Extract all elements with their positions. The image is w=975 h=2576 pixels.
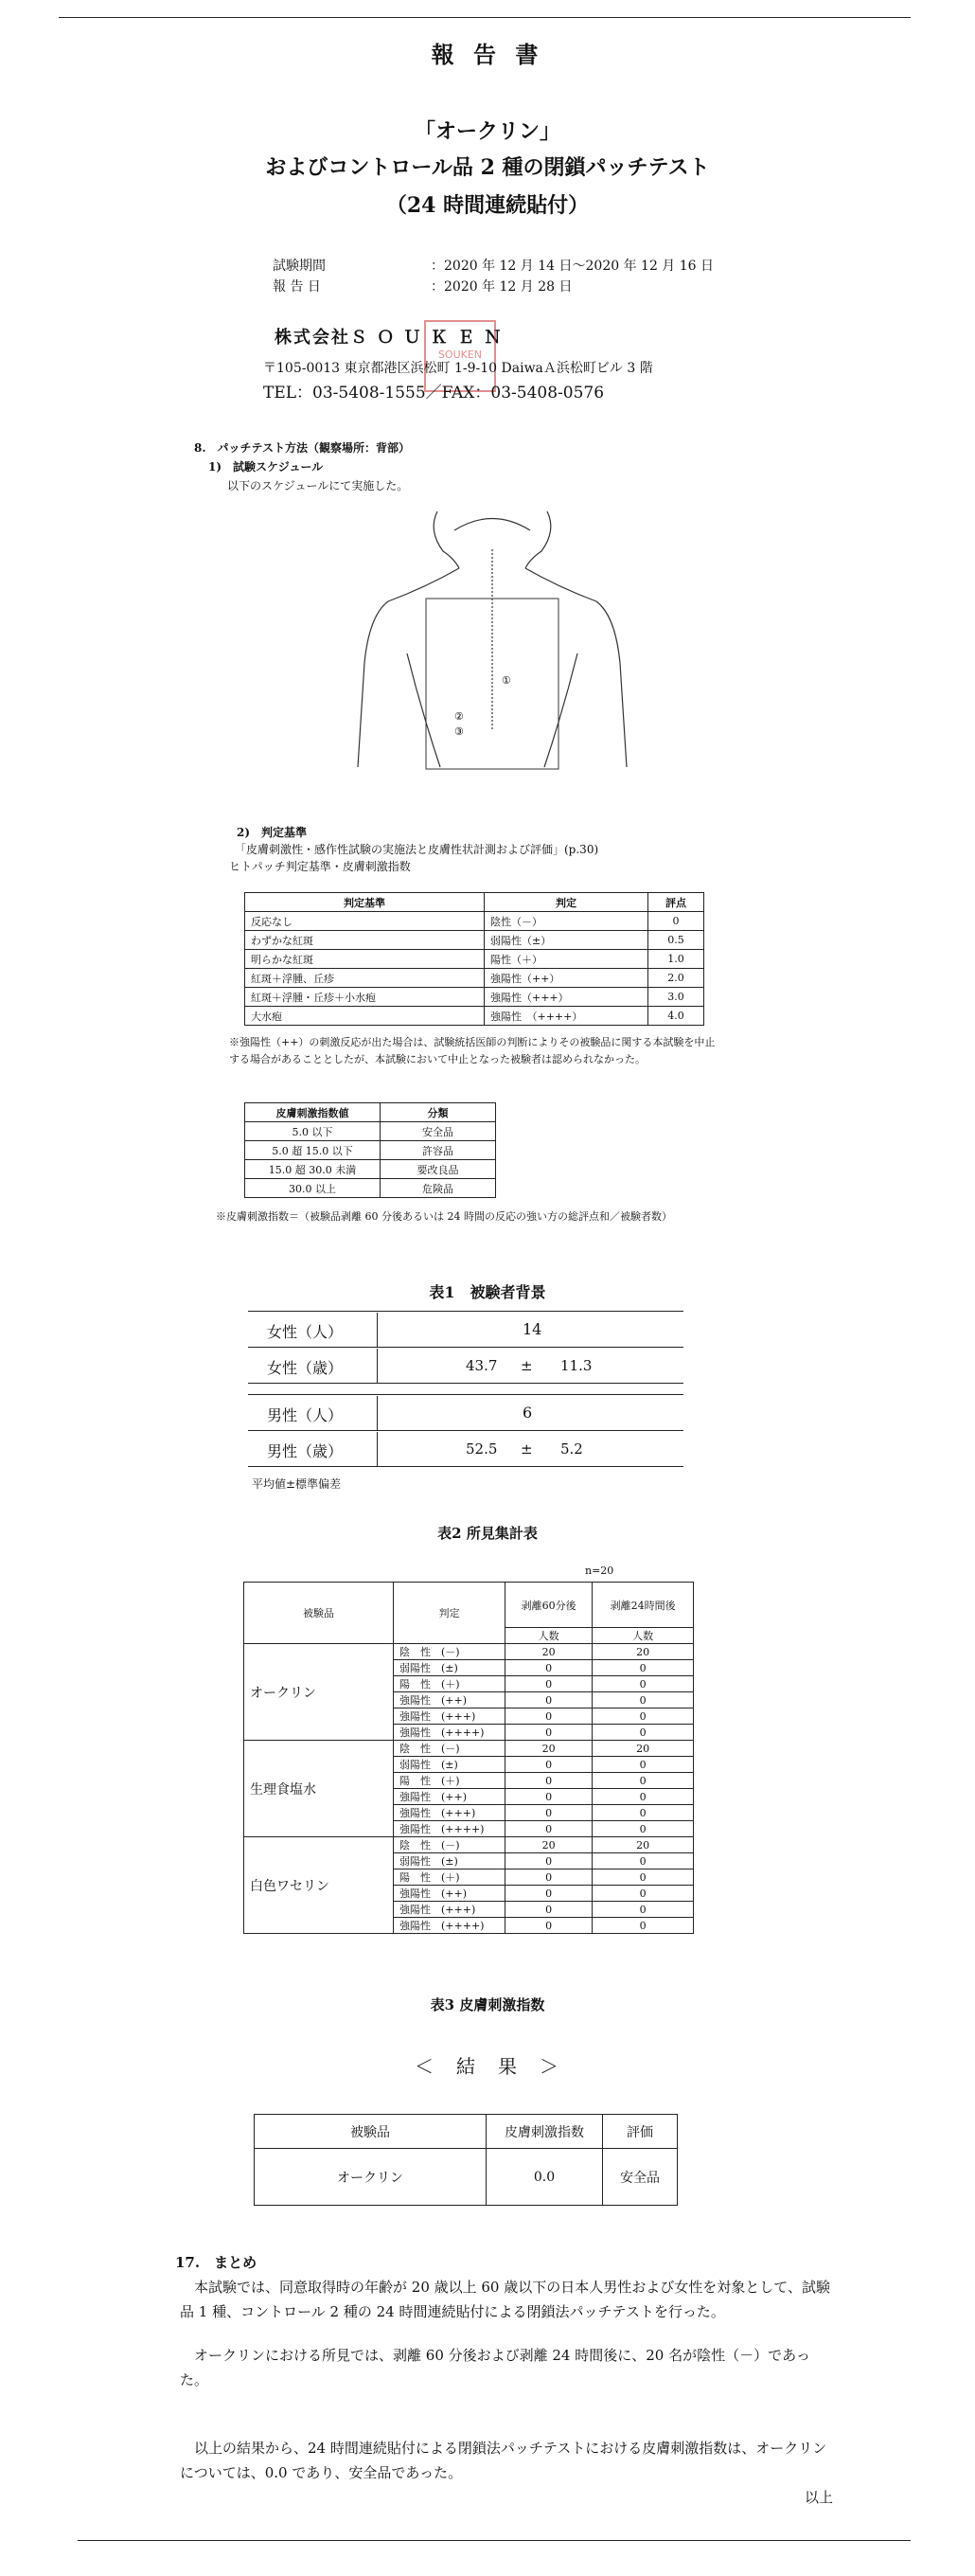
report-date-value: ：2020 年 12 月 28 日	[431, 279, 573, 295]
criteria-cell: 陰性（－）	[485, 912, 648, 931]
table2-value-24: 0	[593, 1725, 694, 1741]
table-row	[244, 1837, 694, 1853]
criteria-cell: 強陽性（++）	[485, 969, 648, 988]
index-cell: 5.0 超 15.0 以下	[245, 1141, 381, 1160]
criteria-cell: わずかな紅斑	[245, 931, 485, 950]
company-tel: TEL：03-5408-1555／FAX：03-5408-0576	[263, 384, 605, 402]
table2-value-60: 20	[505, 1741, 593, 1757]
table2-value-24: 0	[593, 1886, 694, 1902]
section8-heading: 8. パッチテスト方法（観察場所：背部）	[194, 441, 411, 455]
table3-header: 評価	[603, 2115, 678, 2149]
schedule-text: 以下のスケジュールにて実施した。	[227, 479, 409, 492]
table2-value-24: 0	[593, 1660, 694, 1676]
table2-value-24: 20	[593, 1644, 694, 1660]
index-cell: 30.0 以上	[245, 1179, 381, 1198]
criteria-cell: 0	[648, 912, 704, 931]
table2-value-60: 0	[505, 1692, 593, 1708]
table2-product-name: オークリン	[244, 1644, 394, 1741]
table2-value-60: 0	[505, 1853, 593, 1869]
company-name: 株式会社Ｓ Ｏ Ｕ Ｋ Ｅ Ｎ	[275, 328, 504, 348]
table1-top-rule	[248, 1311, 683, 1312]
criteria-cell: 紅斑＋浮腫・丘疹＋小水疱	[245, 988, 485, 1007]
table2-value-60: 0	[505, 1676, 593, 1692]
table2-value-60: 0	[505, 1757, 593, 1773]
table1-title: 表1 被験者背景	[429, 1283, 546, 1301]
table2-judgement: 強陽性 (++++)	[394, 1918, 505, 1934]
criteria-cell: 大水疱	[245, 1007, 485, 1026]
row-sd: 5.2	[560, 1440, 583, 1458]
table2-header-judgement: 判定	[394, 1583, 505, 1644]
summary-paragraph-3: 以上の結果から、24 時間連続貼付による閉鎖法パッチテストにおける皮膚刺激指数は、オークリンについては、0.0 であり、安全品であった。	[180, 2440, 827, 2481]
top-rule	[59, 17, 911, 18]
index-note: ※皮膚刺激指数＝（被験品剥離 60 分後あるいは 24 時間の反応の強い方の総評点和／被験者数）	[216, 1210, 672, 1223]
criteria-header: 評点	[648, 893, 704, 912]
table3-header: 皮膚刺激指数	[487, 2115, 603, 2149]
table2-judgement: 陰 性 (－)	[394, 1837, 505, 1853]
table2-judgement: 弱陽性 (±)	[394, 1853, 505, 1869]
criteria-heading: 2) 判定基準	[237, 826, 308, 839]
summary-end: 以上	[805, 2489, 834, 2506]
table2-judgement: 強陽性 (+++)	[394, 1805, 505, 1821]
index-header: 皮膚刺激指数値	[245, 1103, 381, 1122]
table2-value-24: 0	[593, 1692, 694, 1708]
index-cell: 許容品	[381, 1141, 496, 1160]
table2-value-24: 0	[593, 1676, 694, 1692]
table2-judgement: 陽 性 (＋)	[394, 1676, 505, 1692]
table2-value-24: 0	[593, 1869, 694, 1886]
subtitle-line2: （24 時間連続貼付）	[385, 193, 590, 218]
table2-judgement: 強陽性 (++)	[394, 1692, 505, 1708]
table1-note: 平均値±標準偏差	[252, 1477, 342, 1491]
table2-judgement: 強陽性 (++++)	[394, 1725, 505, 1741]
table2-value-24: 0	[593, 1773, 694, 1789]
row-label: 女性（歳）	[267, 1359, 344, 1377]
table2-judgement: 強陽性 (++)	[394, 1886, 505, 1902]
table2-header-count: 人数	[505, 1628, 593, 1644]
table2-value-24: 0	[593, 1708, 694, 1725]
summary-paragraph-1: 本試験では、同意取得時の年齢が 20 歳以上 60 歳以下の日本人男性および女性を対象として、試験品 1 種、コントロール 2 種の 24 時間連続貼付による閉鎖法パッチテストを行った。	[180, 2279, 830, 2320]
row-label: 女性（人）	[267, 1323, 344, 1341]
bottom-rule	[78, 2540, 911, 2541]
row-label: 男性（歳）	[267, 1442, 344, 1460]
row-mean: 43.7	[466, 1357, 498, 1374]
index-cell: 要改良品	[381, 1160, 496, 1179]
table2-product-name: 白色ワセリン	[244, 1837, 394, 1934]
criteria-cell: 陽性（＋）	[485, 950, 648, 969]
table2-judgement: 陽 性 (＋)	[394, 1773, 505, 1789]
table2-value-24: 0	[593, 1805, 694, 1821]
table2-value-60: 0	[505, 1773, 593, 1789]
table2-judgement: 陰 性 (－)	[394, 1644, 505, 1660]
summary-paragraph-2: オークリンにおける所見では、剥離 60 分後および剥離 24 時間後に、20 名が陰性（－）であった。	[180, 2347, 810, 2388]
table2-value-24: 0	[593, 1757, 694, 1773]
table-row	[244, 1644, 694, 1660]
row-mean: 52.5	[466, 1440, 498, 1458]
index-cell: 危険品	[381, 1179, 496, 1198]
criteria-header: 判定	[485, 893, 648, 912]
table2-header-product: 被験品	[244, 1583, 394, 1644]
index-table	[244, 1102, 496, 1198]
index-cell: 15.0 超 30.0 未満	[245, 1160, 381, 1179]
row-value: 14	[523, 1320, 542, 1338]
table2	[243, 1582, 694, 1934]
back-outline	[358, 511, 627, 767]
criteria-cell: 反応なし	[245, 912, 485, 931]
table2-header-60: 剥離60分後	[505, 1583, 593, 1628]
criteria-cell: 紅斑＋浮腫、丘疹	[245, 969, 485, 988]
table1-row-female-age	[248, 1349, 683, 1384]
schedule-heading: 1) 試験スケジュール	[208, 460, 324, 474]
period-label: 試験期間	[273, 259, 326, 274]
table2-judgement: 陽 性 (＋)	[394, 1869, 505, 1886]
table2-judgement: 強陽性 (+++)	[394, 1902, 505, 1918]
table2-header-24: 剥離24時間後	[593, 1583, 694, 1628]
row-value: 6	[523, 1404, 533, 1422]
table2-value-60: 0	[505, 1660, 593, 1676]
table2-value-60: 0	[505, 1902, 593, 1918]
marker-2: ②	[454, 710, 464, 723]
row-pm: ±	[521, 1357, 533, 1374]
table3-cell-evaluation: 安全品	[603, 2149, 678, 2206]
table2-judgement: 強陽性 (+++)	[394, 1708, 505, 1725]
table2-value-24: 20	[593, 1741, 694, 1757]
row-label: 男性（人）	[267, 1406, 344, 1424]
table3-header: 被験品	[255, 2115, 487, 2149]
table2-value-60: 0	[505, 1708, 593, 1725]
table2-product-name: 生理食塩水	[244, 1741, 394, 1837]
index-cell: 5.0 以下	[245, 1122, 381, 1141]
product-line: 「オークリン」	[414, 119, 560, 144]
table2-judgement: 陰 性 (－)	[394, 1741, 505, 1757]
company-address: 〒105-0013 東京都港区浜松町 1-9-10 DaiwaＡ浜松町ビル 3 階	[263, 361, 653, 376]
marker-1: ①	[502, 674, 511, 687]
table2-value-24: 0	[593, 1853, 694, 1869]
result-heading: ＜ 結 果 ＞	[415, 2055, 560, 2078]
table2-value-60: 0	[505, 1886, 593, 1902]
subtitle-line1: およびコントロール品 2 種の閉鎖パッチテスト	[265, 155, 710, 180]
table2-value-60: 0	[505, 1918, 593, 1934]
row-pm: ±	[521, 1440, 533, 1458]
criteria-reference: 「皮膚刺激性・感作性試験の実施法と皮膚性状計測および評価」(p.30)	[235, 843, 599, 856]
table1-row-female-count	[248, 1313, 683, 1348]
table2-judgement: 弱陽性 (±)	[394, 1660, 505, 1676]
table-row	[244, 1741, 694, 1757]
table2-value-24: 0	[593, 1821, 694, 1837]
table2-value-60: 0	[505, 1725, 593, 1741]
table2-value-60: 20	[505, 1837, 593, 1853]
table3	[254, 2114, 678, 2206]
row-sd: 11.3	[560, 1357, 593, 1374]
table2-value-24: 0	[593, 1789, 694, 1805]
table1-mid-rule	[248, 1394, 683, 1395]
table3-cell-product: オークリン	[255, 2149, 487, 2206]
criteria-cell: 強陽性 （++++）	[485, 1007, 648, 1026]
back-figure	[350, 492, 634, 777]
summary-heading: 17. まとめ	[175, 2254, 257, 2271]
criteria-cell: 4.0	[648, 1007, 704, 1026]
report-title: 報 告 書	[431, 41, 544, 68]
table2-value-60: 20	[505, 1644, 593, 1660]
criteria-cell: 弱陽性（±）	[485, 931, 648, 950]
seal-text: SOUKEN	[437, 349, 483, 361]
table2-n: n=20	[585, 1565, 614, 1577]
table2-judgement: 強陽性 (++)	[394, 1789, 505, 1805]
period-value: ：2020 年 12 月 14 日～2020 年 12 月 16 日	[431, 259, 715, 274]
table2-judgement: 強陽性 (++++)	[394, 1821, 505, 1837]
index-cell: 安全品	[381, 1122, 496, 1141]
table3-title: 表3 皮膚刺激指数	[430, 1996, 545, 2013]
table2-title: 表2 所見集計表	[437, 1525, 538, 1542]
criteria-cell: 3.0	[648, 988, 704, 1007]
table2-value-60: 0	[505, 1869, 593, 1886]
criteria-caption: ヒトパッチ判定基準・皮膚刺激指数	[229, 860, 411, 873]
criteria-cell: 2.0	[648, 969, 704, 988]
report-date-label: 報 告 日	[273, 279, 321, 295]
criteria-cell: 0.5	[648, 931, 704, 950]
table2-header-count: 人数	[593, 1628, 694, 1644]
table3-cell-index: 0.0	[487, 2149, 603, 2206]
criteria-cell: 1.0	[648, 950, 704, 969]
table2-value-24: 0	[593, 1918, 694, 1934]
table1-row-male-count	[248, 1396, 683, 1431]
criteria-note: ※強陽性（++）の刺激反応が出た場合は、試験統括医師の判断によりその被験品に関する本試験を中止する場合があることとしたが、本試験において中止となった被験者は認められなかった。	[229, 1036, 716, 1065]
table2-value-60: 0	[505, 1821, 593, 1837]
marker-3: ③	[454, 725, 464, 738]
criteria-header: 判定基準	[245, 893, 485, 912]
table2-value-60: 0	[505, 1789, 593, 1805]
criteria-cell: 強陽性（+++）	[485, 988, 648, 1007]
table2-value-60: 0	[505, 1805, 593, 1821]
table2-value-24: 0	[593, 1902, 694, 1918]
criteria-table	[244, 892, 704, 1026]
table2-judgement: 弱陽性 (±)	[394, 1757, 505, 1773]
criteria-cell: 明らかな紅斑	[245, 950, 485, 969]
table1-row-male-age	[248, 1432, 683, 1467]
index-header: 分類	[381, 1103, 496, 1122]
table2-value-24: 20	[593, 1837, 694, 1853]
